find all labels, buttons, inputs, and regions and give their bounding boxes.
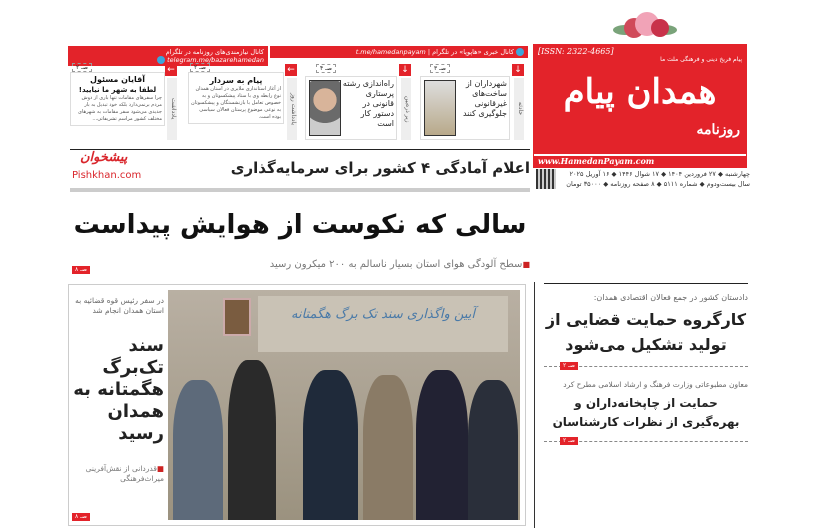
arrow-icon: ← [165, 64, 177, 76]
teaser-subtitle: لطفا به شهر ما نیایید! [78, 86, 157, 94]
main-subheadline: ■سطح آلودگی هوای استان بسیار ناسالم به ۲۰۰ میکرون رسید [269, 259, 530, 270]
telegram-strip-news[interactable]: کانال خبری «هاپوپا» در تلگرام | t.me/hamedanpayam [270, 46, 528, 58]
headline-investment[interactable]: اعلام آمادگی ۴ کشور برای سرمایه‌گذاری [230, 159, 530, 177]
date-text: چهارشنبه ◆ ۲۷ فروردین ۱۴۰۴ ◆ ۱۷ شوال ۱۴۴۶ ◆ ۱۶ آوریل ۲۰۲۵ [569, 170, 750, 178]
tagline: پیام فریخ دینی و فرهنگی ملت ما [660, 56, 742, 63]
issue-info: سال بیست‌ودوم ◆ شماره ۵۱۱۱ ◆ ۸ صفحه روزنامه ◆ ۳۵۰۰۰ تومان [566, 180, 750, 188]
photo-story-bullet: ■قدردانی از نقش‌آفرینی میراث‌فرهنگی [85, 464, 164, 483]
qr-code[interactable] [536, 169, 556, 189]
page-ref[interactable]: صـ ۳ [430, 64, 450, 73]
right-column [544, 283, 748, 451]
telegram-strip-ads[interactable] [68, 46, 268, 66]
teaser-title: آقایان مسئول [90, 75, 145, 84]
pishkhan-url[interactable]: Pishkhan.com [72, 170, 142, 181]
arrow-icon: ↓ [512, 64, 524, 76]
arrow-icon: ↓ [399, 64, 411, 76]
page-ref[interactable]: صـ ۴ [316, 64, 336, 73]
subheadline-text: سطح آلودگی هوای استان بسیار ناسالم به ۲۰۰ میکرون رسید [269, 259, 523, 270]
teaser-officials[interactable] [70, 72, 165, 126]
arrow-icon: ← [285, 64, 297, 76]
teaser-label: یادداشت [167, 78, 177, 140]
teaser-label: زیر ذره‌بین [401, 78, 411, 140]
teaser-label: حادثه [514, 78, 524, 140]
page-ref[interactable]: صـ ۲ [190, 63, 210, 72]
masthead [534, 45, 746, 167]
gray-divider [70, 188, 530, 192]
telegram-icon [516, 48, 524, 56]
page-ref[interactable]: صـ ۲ [560, 437, 578, 445]
bullet-text: قدردانی از نقش‌آفرینی میراث‌فرهنگی [85, 464, 164, 483]
teaser-municipal[interactable] [420, 76, 510, 140]
article-kicker: معاون مطبوعاتی وزارت فرهنگ و ارشاد اسلامی مطرح کرد [563, 380, 748, 389]
teaser-payam-sardar[interactable] [188, 72, 284, 124]
teaser-text: از آغاز استانداری ملایری در استان همدان نوع رابطه وی با ستاد پیشکسوتان و به خصوص تعامل با بازنشستگان و پیشکسوتان به نوعی موضوع پرستان فعالان سیاسی بوده است. [191, 86, 281, 120]
issn: [ISSN: 2322-4665] [538, 47, 614, 56]
dashed-divider [544, 437, 748, 451]
pishkhan-logo: پیشخوان [80, 150, 128, 165]
column-rule [534, 282, 535, 528]
main-headline[interactable]: سالی که نکوست از هوایش پیداست [73, 210, 527, 240]
telegram-icon [157, 56, 165, 64]
telegram-url[interactable]: t.me/hamedanpayam [355, 48, 426, 56]
page-ref[interactable]: صـ ۲ [72, 63, 92, 72]
ceremony-banner: آیین واگذاری سند تک برگ هگمتانه [258, 296, 508, 352]
article-title-judicial[interactable]: کارگروه حمایت قضایی از تولید تشکیل می‌شود [545, 310, 747, 354]
website-url[interactable]: www.HamedanPayam.com [534, 154, 746, 167]
flower-decoration-icon [610, 6, 680, 44]
teaser-label: یادداشت روز [287, 78, 297, 140]
teaser-text: راه‌اندازی رشته پرستاری قانونی در دستور کار است [342, 79, 394, 128]
telegram-ads-label: کانال نیازمندی‌های روزنامه در تلگرام [165, 48, 264, 56]
page-ref[interactable]: صـ ۸ [72, 513, 90, 521]
photo-story-text [72, 296, 164, 522]
photo-story-kicker: در سفر رئیس قوه قضائیه به استان همدان انجام شد [75, 296, 164, 315]
ceremony-photo[interactable] [168, 290, 520, 520]
article-kicker: دادستان کشور در جمع فعالان اقتصادی همدان: [593, 293, 748, 302]
page-ref[interactable]: صـ ۸ [72, 266, 90, 274]
portrait-frame [223, 298, 251, 336]
telegram-label: کانال خبری «هاپوپا» در تلگرام [432, 48, 514, 56]
bulldozer-photo [424, 80, 456, 136]
page-ref[interactable]: صـ ۲ [560, 362, 578, 370]
teaser-text: چرا سفرهای مقامات تنها باری از دوش مردم برنمی‌دارد بلکه خود تبدیل به بار جدیدی می‌شود سفر مقامات به شهرهای مختلف کشور مراسم تشریفاتی... [78, 95, 162, 122]
telegram-ads-url[interactable]: telegram.me/bazarehamedan [167, 56, 264, 64]
teaser-text: شهرداران از ساخت‌های غیرقانونی جلوگیری کنند [462, 79, 507, 118]
divider [70, 149, 530, 150]
logo-sub: روزنامه [696, 122, 740, 138]
newspaper-logo: همدان پیام [563, 72, 717, 112]
teaser-title: پیام به سردار [209, 76, 263, 85]
teaser-nursing[interactable] [305, 76, 397, 140]
dashed-divider [544, 362, 748, 376]
dateline [560, 169, 750, 189]
photo-story-title[interactable]: سند تک‌برگ هگمتانه به همدان رسید [73, 335, 164, 444]
article-title-printing[interactable]: حمایت از چاپخانه‌داران و بهره‌گیری از نظرات کارشناسان [552, 396, 740, 429]
portrait-photo [309, 80, 341, 136]
